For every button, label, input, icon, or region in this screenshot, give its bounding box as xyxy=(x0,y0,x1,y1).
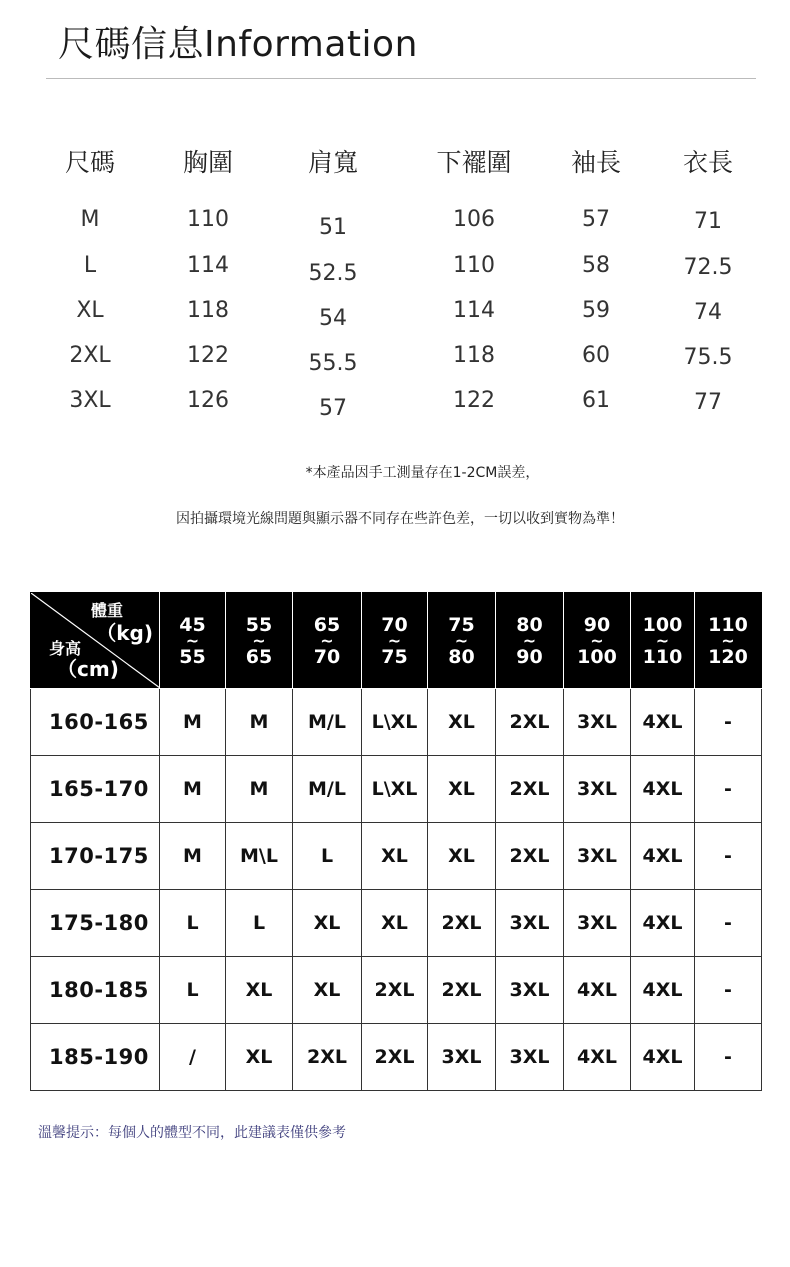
recommended-size-cell: 4XL xyxy=(631,1024,695,1091)
range-tilde: ~ xyxy=(522,630,537,650)
corner-header-cell xyxy=(31,593,160,689)
size-label: 3XL xyxy=(69,388,111,413)
measurement-value: 110 xyxy=(187,207,229,232)
recommended-size-cell: 3XL xyxy=(564,890,631,957)
recommended-size-cell: XL xyxy=(428,689,496,756)
height-row xyxy=(31,890,762,957)
recommended-size-cell: L xyxy=(293,823,362,890)
measurement-value: 106 xyxy=(453,207,495,232)
weight-range-header xyxy=(564,593,631,689)
size-label: XL xyxy=(76,298,104,323)
range-tilde: ~ xyxy=(454,630,469,650)
height-row xyxy=(31,689,762,756)
weight-range-header xyxy=(293,593,362,689)
recommended-size-cell: 4XL xyxy=(564,957,631,1024)
measurement-value: 126 xyxy=(187,388,229,413)
recommended-size-cell: 2XL xyxy=(496,689,564,756)
recommended-size-cell: L\XL xyxy=(362,756,428,823)
recommendation-body xyxy=(31,689,762,1091)
range-tilde: ~ xyxy=(252,630,266,650)
measurement-value: 118 xyxy=(187,298,229,323)
recommended-size-cell: 3XL xyxy=(496,890,564,957)
range-tilde: ~ xyxy=(387,630,402,650)
measurement-value: 58 xyxy=(582,253,610,278)
recommended-size-cell: 3XL xyxy=(496,957,564,1024)
recommended-size-cell: 2XL xyxy=(428,957,496,1024)
measurement-value: 52.5 xyxy=(308,261,358,286)
range-tilde: ~ xyxy=(185,630,200,650)
measurement-value: 77 xyxy=(694,390,722,415)
measurement-value: 51 xyxy=(319,215,347,240)
height-row xyxy=(31,756,762,823)
recommended-size-cell: XL xyxy=(428,756,496,823)
recommended-size-cell: 4XL xyxy=(631,890,695,957)
measurement-error-note: *本產品因手工測量存在1-2CM誤差， xyxy=(305,465,540,481)
measurement-value: 59 xyxy=(582,298,610,323)
measurement-value: 54 xyxy=(319,306,347,331)
weight-range-header xyxy=(428,593,496,689)
recommended-size-cell: L xyxy=(160,890,226,957)
recommended-size-cell: 2XL xyxy=(496,756,564,823)
recommended-size-cell: 2XL xyxy=(496,823,564,890)
recommended-size-cell: 2XL xyxy=(362,957,428,1024)
weight-range-from: 65 xyxy=(313,613,341,636)
recommended-size-cell: - xyxy=(695,957,762,1024)
header-shoulder: 肩寬 xyxy=(307,148,359,177)
weight-range-header xyxy=(362,593,428,689)
measurement-value: 122 xyxy=(187,343,229,368)
measurement-value: 110 xyxy=(453,253,495,278)
recommended-size-cell: 3XL xyxy=(428,1024,496,1091)
recommended-size-cell: L\XL xyxy=(362,689,428,756)
weight-range-from: 80 xyxy=(516,613,543,636)
recommended-size-cell: 4XL xyxy=(631,823,695,890)
header-sleeve: 袖長 xyxy=(570,148,622,177)
size-recommendation-table xyxy=(30,592,762,1091)
size-label: M xyxy=(80,207,100,232)
recommended-size-cell: / xyxy=(160,1024,226,1091)
range-tilde: ~ xyxy=(320,630,334,650)
height-row xyxy=(31,957,762,1024)
measurement-value: 60 xyxy=(582,343,610,368)
recommended-size-cell: 3XL xyxy=(496,1024,564,1091)
recommended-size-cell: 4XL xyxy=(631,689,695,756)
recommended-size-cell: L xyxy=(226,890,293,957)
recommended-size-cell: XL xyxy=(428,823,496,890)
height-row xyxy=(31,1024,762,1091)
height-range-cell: 170-175 xyxy=(31,823,160,890)
recommended-size-cell: 3XL xyxy=(564,823,631,890)
page-title: 尺碼信息Information xyxy=(58,24,418,65)
weight-label: 體重 xyxy=(91,601,124,620)
measurement-value: 75.5 xyxy=(683,345,733,370)
measurement-value: 114 xyxy=(453,298,495,323)
recommended-size-cell: M xyxy=(226,756,293,823)
range-tilde: ~ xyxy=(655,630,670,650)
recommended-size-cell: M xyxy=(160,689,226,756)
recommended-size-cell: XL xyxy=(362,890,428,957)
height-range-cell: 185-190 xyxy=(31,1024,160,1091)
height-row xyxy=(31,823,762,890)
recommended-size-cell: 4XL xyxy=(631,957,695,1024)
recommended-size-cell: XL xyxy=(293,890,362,957)
weight-range-to: 120 xyxy=(708,645,748,668)
recommended-size-cell: M xyxy=(226,689,293,756)
height-range-cell: 180-185 xyxy=(31,957,160,1024)
recommended-size-cell: XL xyxy=(293,957,362,1024)
recommended-size-cell: - xyxy=(695,823,762,890)
recommended-size-cell: M xyxy=(160,756,226,823)
recommended-size-cell: M/L xyxy=(293,689,362,756)
size-label: L xyxy=(83,253,97,278)
height-range-cell: 175-180 xyxy=(31,890,160,957)
weight-range-to: 75 xyxy=(381,645,408,668)
weight-header-row xyxy=(31,593,762,689)
height-range-cell: 160-165 xyxy=(31,689,160,756)
weight-range-to: 55 xyxy=(179,645,206,668)
weight-range-header xyxy=(695,593,762,689)
recommended-size-cell: 4XL xyxy=(631,756,695,823)
header-size: 尺碼 xyxy=(64,148,116,177)
weight-range-header xyxy=(226,593,293,689)
header-chest: 胸圍 xyxy=(182,148,234,177)
height-range-cell: 165-170 xyxy=(31,756,160,823)
measurement-value: 61 xyxy=(582,388,610,413)
recommended-size-cell: 2XL xyxy=(293,1024,362,1091)
weight-range-from: 55 xyxy=(245,613,273,636)
weight-range-from: 90 xyxy=(583,613,611,636)
weight-range-from: 110 xyxy=(708,613,748,636)
weight-range-from: 100 xyxy=(642,613,683,636)
weight-range-header xyxy=(496,593,564,689)
recommended-size-cell: - xyxy=(695,689,762,756)
recommended-size-cell: XL xyxy=(226,1024,293,1091)
measurement-value: 57 xyxy=(582,207,610,232)
header-length: 衣長 xyxy=(682,148,734,177)
weight-range-to: 80 xyxy=(448,645,475,668)
weight-range-header xyxy=(160,593,226,689)
measurement-value: 71 xyxy=(694,209,722,234)
header-hem: 下襬圍 xyxy=(436,148,512,177)
height-label: 身高 xyxy=(49,639,82,658)
measurement-value: 74 xyxy=(694,300,722,325)
recommended-size-cell: 4XL xyxy=(564,1024,631,1091)
weight-range-from: 75 xyxy=(448,613,475,636)
measurement-value: 114 xyxy=(187,253,229,278)
recommended-size-cell: - xyxy=(695,890,762,957)
recommended-size-cell: XL xyxy=(362,823,428,890)
weight-range-from: 70 xyxy=(381,613,408,636)
measurement-value: 122 xyxy=(453,388,495,413)
measurement-value: 57 xyxy=(319,396,347,421)
recommended-size-cell: XL xyxy=(226,957,293,1024)
range-tilde: ~ xyxy=(590,630,604,650)
recommended-size-cell: M xyxy=(160,823,226,890)
recommended-size-cell: 3XL xyxy=(564,756,631,823)
recommended-size-cell: L xyxy=(160,957,226,1024)
recommended-size-cell: - xyxy=(695,1024,762,1091)
weight-range-header xyxy=(631,593,695,689)
recommended-size-cell: 2XL xyxy=(362,1024,428,1091)
weight-range-to: 100 xyxy=(577,645,617,668)
recommended-size-cell: 3XL xyxy=(564,689,631,756)
measurement-value: 55.5 xyxy=(308,351,358,376)
height-unit: （cm) xyxy=(57,657,119,681)
measurement-value: 118 xyxy=(453,343,495,368)
weight-range-to: 90 xyxy=(516,645,543,668)
recommended-size-cell: M\L xyxy=(226,823,293,890)
recommended-size-cell: M/L xyxy=(293,756,362,823)
range-tilde: ~ xyxy=(721,630,735,650)
weight-range-from: 45 xyxy=(179,613,206,636)
measurement-value: 72.5 xyxy=(683,255,733,280)
weight-range-to: 65 xyxy=(245,645,273,668)
color-difference-note: 因拍攝環境光線問題與顯示器不同存在些許色差，一切以收到實物為準！ xyxy=(176,511,624,527)
footer-tip: 溫馨提示：每個人的體型不同，此建議表僅供參考 xyxy=(38,1125,346,1141)
weight-unit: （kg) xyxy=(96,621,153,645)
title-divider xyxy=(46,78,756,79)
recommended-size-cell: - xyxy=(695,756,762,823)
weight-range-to: 70 xyxy=(313,645,341,668)
size-label: 2XL xyxy=(69,343,111,368)
weight-range-to: 110 xyxy=(642,645,683,668)
recommended-size-cell: 2XL xyxy=(428,890,496,957)
